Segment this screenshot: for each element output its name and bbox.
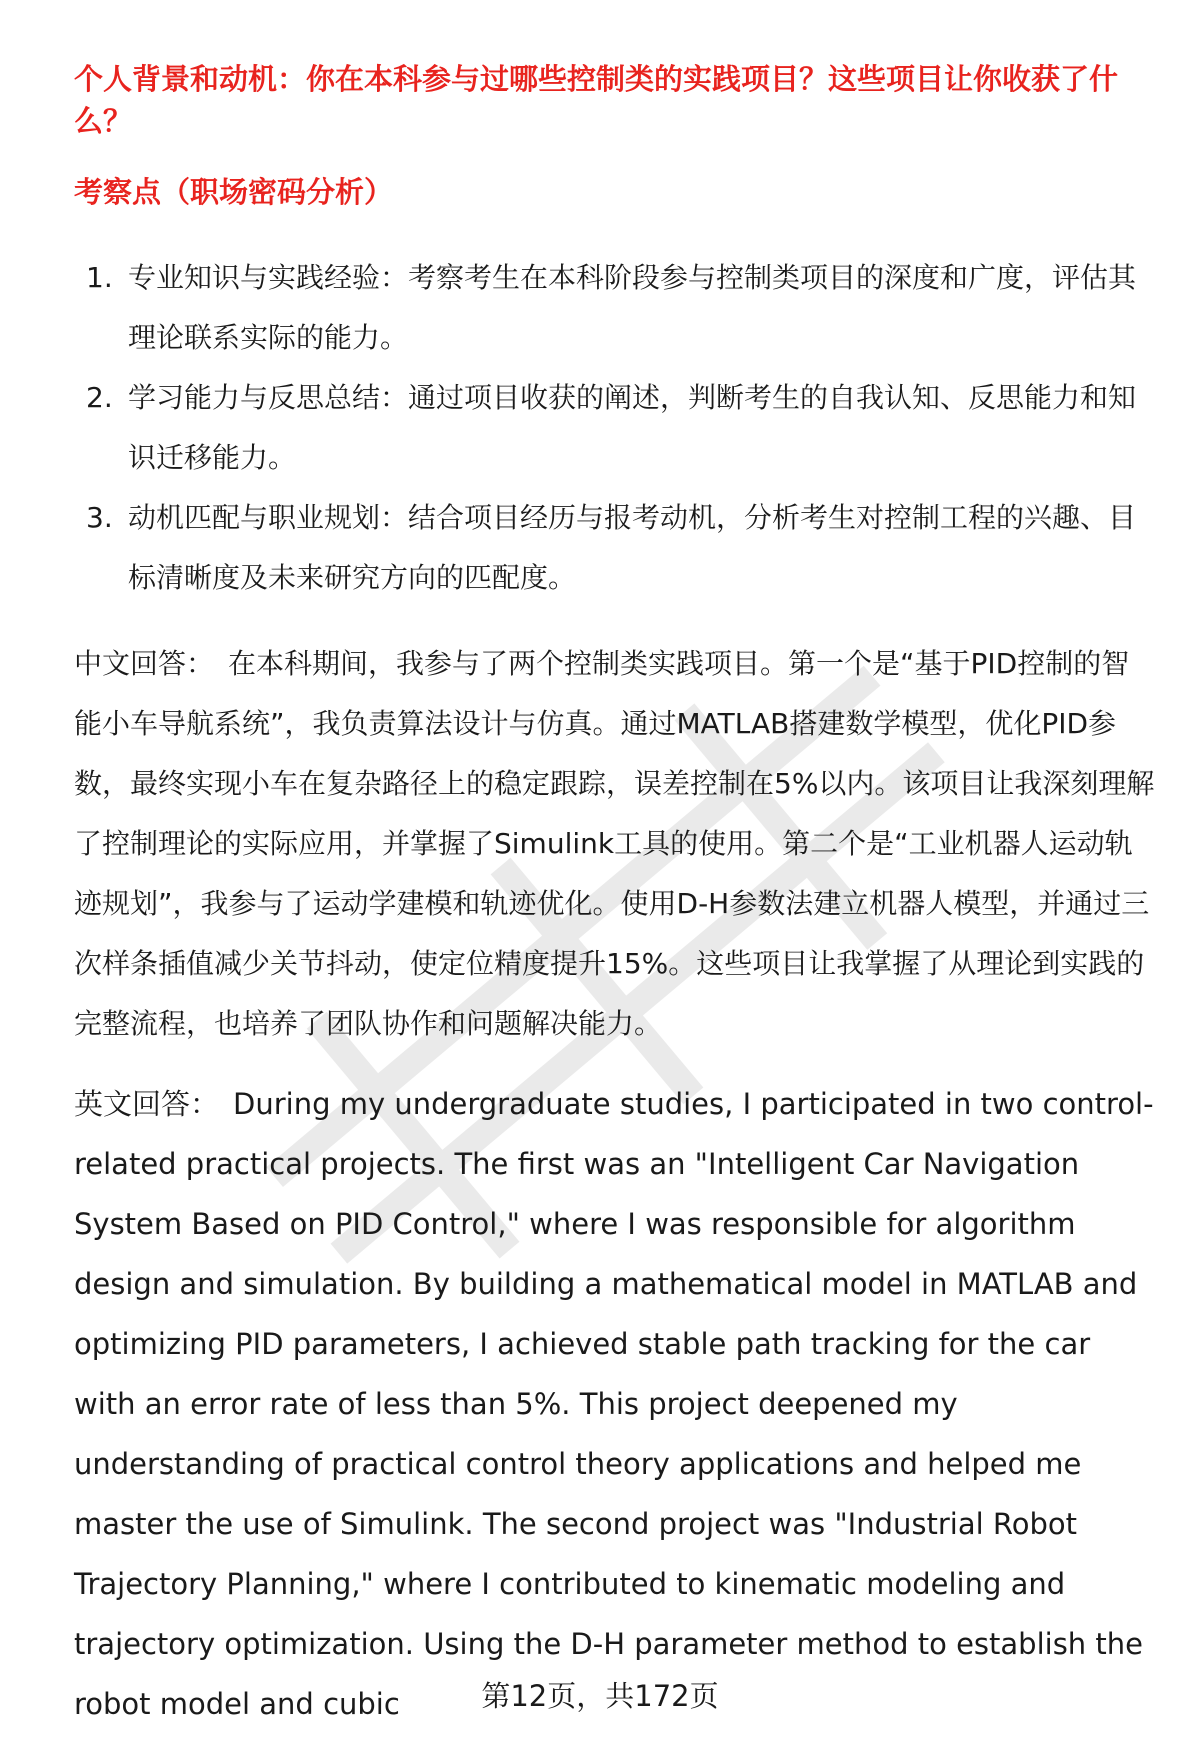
english-answer-label: 英文回答：: [74, 1087, 220, 1121]
list-item-text: 专业知识与实践经验：考察考生在本科阶段参与控制类项目的深度和广度，评估其理论联系实际的能力。: [128, 261, 1137, 354]
list-item: [74, 488, 1154, 608]
chinese-answer-label: 中文回答：: [74, 647, 215, 680]
list-item-text: 学习能力与反思总结：通过项目收获的阐述，判断考生的自我认知、反思能力和知识迁移能力。: [128, 381, 1137, 474]
assessment-points-list: [74, 248, 1154, 608]
list-item-number: 2.: [86, 381, 113, 414]
chinese-answer-text: 在本科期间，我参与了两个控制类实践项目。第一个是“基于PID控制的智能小车导航系统”，我负责算法设计与仿真。通过MATLAB搭建数学模型，优化PID参数，最终实现小车在复杂路径上的稳定跟踪，误差控制在5%以内。该项目让我深刻理解了控制理论的实际应用，并掌握了Simulink工具的使用。第二个是“工业机器人运动轨迹规划”，我参与了运动学建模和轨迹优化。使用D-H参数法建立机器人模型，并通过三次样条插值减少关节抖动，使定位精度提升15%。这些项目让我掌握了从理论到实践的完整流程，也培养了团队协作和问题解决能力。: [74, 647, 1155, 1040]
english-answer-text: During my undergraduate studies, I participated in two control-related practical projects. The first was an "Intelligent Car Navigation System Based on PID Control," where I was responsible for algorithm design and simulation. By building a mathematical model in MATLAB and optimizing PID parameters, I achieved stable path tracking for the car with an error rate of less than 5%. This project deepened my understanding of practical control theory applications and helped me master the use of Simulink. The second project was "Industrial Robot Trajectory Planning," where I contributed to kinematic modeling and trajectory optimization. Using the D-H parameter method to establish the robot model and cubic: [74, 1087, 1154, 1721]
chinese-answer-paragraph: [74, 634, 1156, 1054]
question-title: 个人背景和动机：你在本科参与过哪些控制类的实践项目？这些项目让你收获了什么？: [74, 62, 1119, 138]
page-number-footer: 第12页，共172页: [481, 1679, 719, 1713]
list-item-number: 3.: [86, 501, 113, 534]
list-item-number: 1.: [86, 261, 113, 294]
assessment-heading: 考察点（职场密码分析）: [74, 175, 394, 209]
list-item: [74, 248, 1154, 368]
list-item-text: 动机匹配与职业规划：结合项目经历与报考动机，分析考生对控制工程的兴趣、目标清晰度及未来研究方向的匹配度。: [128, 501, 1137, 594]
list-item: [74, 368, 1154, 488]
